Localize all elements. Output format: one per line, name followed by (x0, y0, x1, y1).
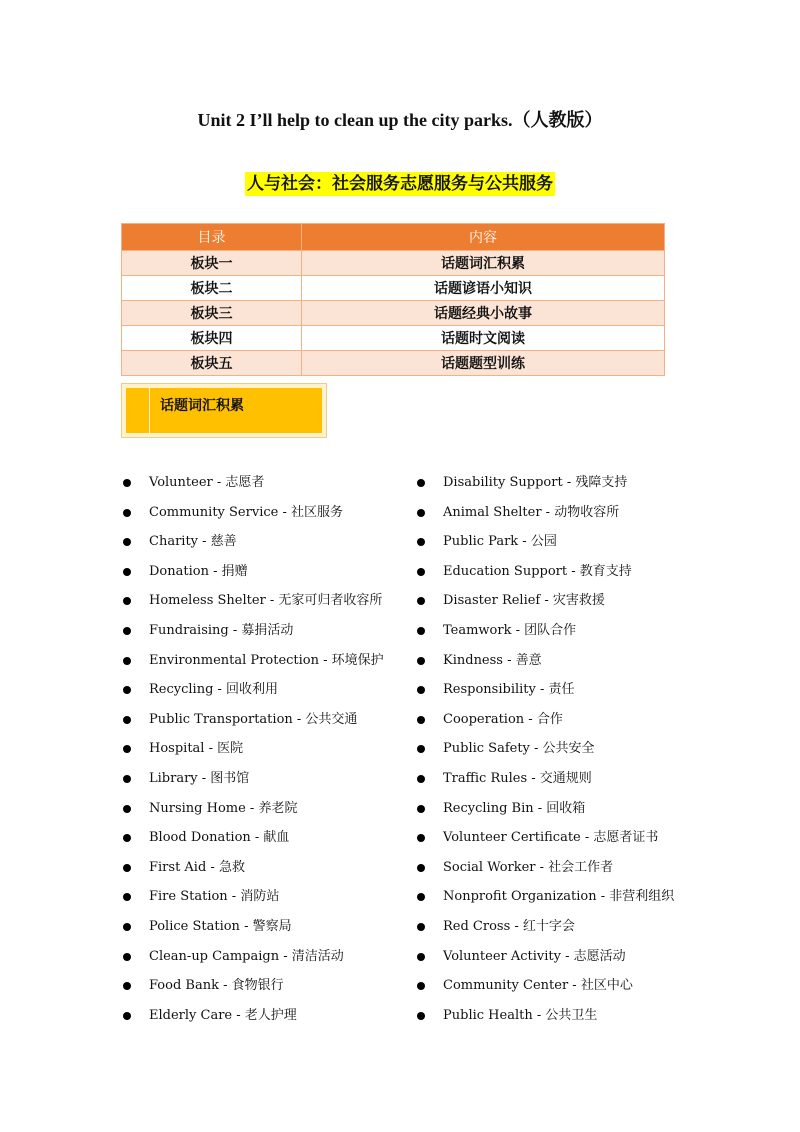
section-topic-cell: 话题谚语小知识 (302, 276, 665, 301)
section-heading-box (121, 383, 327, 438)
vocabulary-entry: Recycling - 回收利用 (149, 682, 279, 698)
vocabulary-entry: Teamwork - 团队合作 (443, 622, 577, 638)
bullet-icon (417, 775, 425, 783)
bullet-icon (417, 953, 425, 961)
bullet-icon (417, 893, 425, 901)
vocabulary-entry: Police Station - 警察局 (149, 918, 292, 934)
bullet-icon (417, 509, 425, 517)
vocabulary-entry: Environmental Protection - 环境保护 (149, 652, 384, 668)
bullet-icon (123, 834, 131, 842)
bullet-icon (123, 864, 131, 872)
bullet-icon (123, 745, 131, 753)
bullet-icon (417, 745, 425, 753)
bullet-icon (417, 982, 425, 990)
bullet-icon (417, 627, 425, 635)
vocabulary-entry: Cooperation - 合作 (443, 711, 563, 727)
section-number-cell: 板块五 (122, 351, 302, 376)
section-number-cell: 板块四 (122, 326, 302, 351)
bullet-icon (123, 953, 131, 961)
bullet-icon (417, 864, 425, 872)
bullet-icon (417, 538, 425, 546)
vocabulary-entry: Donation - 捐赠 (149, 563, 248, 579)
table-row (122, 351, 665, 376)
bullet-icon (417, 479, 425, 487)
section-topic-cell: 话题时文阅读 (302, 326, 665, 351)
section-number-cell: 板块一 (122, 251, 302, 276)
bullet-icon (417, 686, 425, 694)
header-content: 内容 (302, 224, 665, 251)
bullet-icon (123, 716, 131, 724)
vocabulary-entry: Responsibility - 责任 (443, 682, 575, 698)
table-row (122, 276, 665, 301)
bullet-icon (417, 805, 425, 813)
bullet-icon (123, 1012, 131, 1020)
bullet-icon (123, 982, 131, 990)
bullet-icon (123, 923, 131, 931)
vocabulary-entry: Nonprofit Organization - 非营利组织 (443, 889, 675, 905)
vocabulary-entry: Fundraising - 募捐活动 (149, 622, 294, 638)
bullet-icon (123, 568, 131, 576)
section-number-cell: 板块二 (122, 276, 302, 301)
section-topic-cell: 话题词汇积累 (302, 251, 665, 276)
vocabulary-entry: Social Worker - 社会工作者 (443, 859, 614, 875)
bullet-icon (123, 686, 131, 694)
table-row (122, 251, 665, 276)
bullet-icon (123, 893, 131, 901)
vocabulary-entry: Blood Donation - 献血 (149, 830, 290, 846)
bullet-icon (123, 597, 131, 605)
vocabulary-entry: Hospital - 医院 (149, 741, 244, 757)
vocabulary-entry: Public Health - 公共卫生 (443, 1007, 598, 1023)
highlighted-subtitle: 人与社会：社会服务志愿服务与公共服务 (247, 174, 553, 194)
vocabulary-entry: Charity - 慈善 (149, 534, 237, 550)
vocabulary-entry: Public Transportation - 公共交通 (149, 711, 358, 727)
bullet-icon (417, 657, 425, 665)
bullet-icon (123, 509, 131, 517)
section-topic-cell: 话题经典小故事 (302, 301, 665, 326)
vocabulary-entry: Disaster Relief - 灾害救援 (443, 593, 605, 609)
bullet-icon (417, 1012, 425, 1020)
bullet-icon (123, 627, 131, 635)
vocabulary-entry: Animal Shelter - 动物收容所 (443, 504, 620, 520)
bullet-icon (123, 775, 131, 783)
vocabulary-entry: Library - 图书馆 (149, 770, 250, 786)
vocabulary-entry: Food Bank - 食物银行 (149, 978, 284, 994)
vocabulary-entry: Homeless Shelter - 无家可归者收容所 (149, 593, 383, 609)
vocabulary-entry: First Aid - 急救 (149, 859, 245, 875)
vocabulary-entry: Kindness - 善意 (443, 652, 542, 668)
vocabulary-entry: Volunteer Certificate - 志愿者证书 (443, 830, 659, 846)
vocabulary-entry: Traffic Rules - 交通规则 (443, 770, 592, 786)
vocabulary-entry: Public Safety - 公共安全 (443, 741, 595, 757)
vocabulary-entry: Volunteer - 志愿者 (149, 475, 265, 490)
decorative-divider (149, 388, 150, 433)
table-row (122, 301, 665, 326)
bullet-icon (123, 479, 131, 487)
header-directory: 目录 (122, 224, 302, 251)
vocabulary-entry: Volunteer Activity - 志愿活动 (443, 948, 626, 964)
document-title: Unit 2 I’ll help to clean up the city parks.（人教版） (197, 110, 603, 130)
vocabulary-entry: Community Center - 社区中心 (443, 978, 633, 994)
section-topic-cell: 话题题型训练 (302, 351, 665, 376)
bullet-icon (417, 923, 425, 931)
contents-table (121, 223, 665, 376)
bullet-icon (417, 834, 425, 842)
table-row (122, 326, 665, 351)
subtitle-container (0, 172, 800, 196)
bullet-icon (417, 597, 425, 605)
vocabulary-entry: Nursing Home - 养老院 (149, 800, 298, 816)
vocabulary-entry: Disability Support - 残障支持 (443, 475, 628, 490)
bullet-icon (123, 805, 131, 813)
section-heading: 话题词汇积累 (160, 398, 244, 414)
section-number-cell: 板块三 (122, 301, 302, 326)
bullet-icon (417, 716, 425, 724)
vocabulary-entry: Recycling Bin - 回收箱 (443, 800, 586, 816)
vocabulary-entry: Education Support - 教育支持 (443, 563, 632, 579)
vocabulary-entry: Public Park - 公园 (443, 534, 557, 550)
vocabulary-entry: Red Cross - 红十字会 (443, 918, 575, 934)
vocabulary-entry: Elderly Care - 老人护理 (149, 1007, 297, 1023)
contents-table-header (122, 224, 665, 251)
vocabulary-entry: Clean-up Campaign - 清洁活动 (149, 948, 344, 964)
bullet-icon (123, 657, 131, 665)
vocabulary-entry: Community Service - 社区服务 (149, 504, 343, 520)
bullet-icon (123, 538, 131, 546)
bullet-icon (417, 568, 425, 576)
vocabulary-entry: Fire Station - 消防站 (149, 889, 280, 905)
